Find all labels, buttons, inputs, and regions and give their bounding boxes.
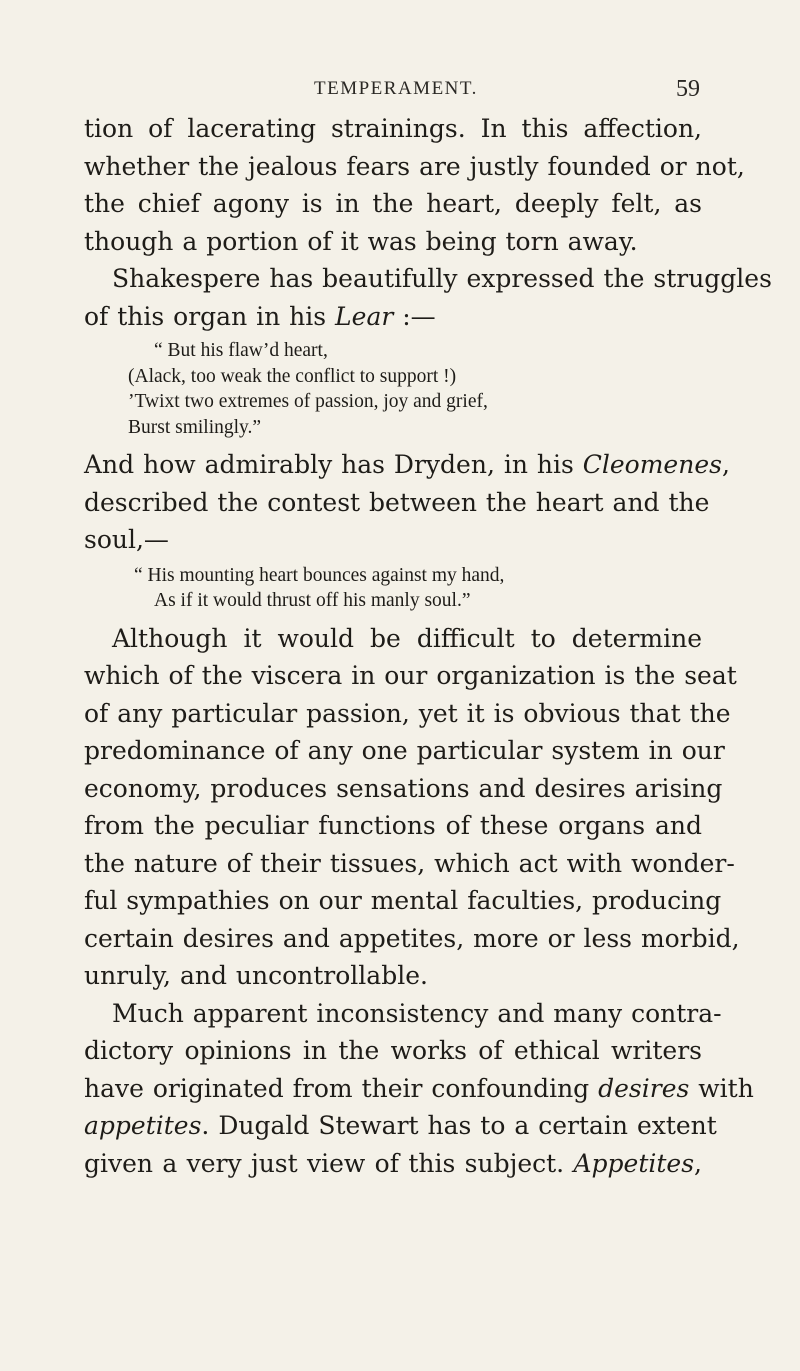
paragraph-2 (84, 260, 772, 335)
text-line: ful sympathies on our mental faculties, producing (84, 886, 722, 915)
text-run: have originated from their confounding (84, 1073, 599, 1103)
text-line: the chief agony is in the heart, deeply felt, as (84, 189, 702, 218)
italic-word-appetites: appetites (84, 1111, 202, 1140)
text-line: certain desires and appetites, more or less morbid, (84, 923, 740, 953)
paragraph-1 (84, 110, 745, 260)
text-line (84, 298, 702, 336)
verse-line: ’Twixt two extremes of passion, joy and grief, (128, 391, 488, 412)
text-line: from the peculiar functions of these organs and (84, 811, 702, 840)
text-line: which of the viscera in our organization is the seat (84, 661, 737, 690)
text-line: economy, produces sensations and desires arising (84, 773, 723, 803)
text-line: the nature of their tissues, which act with wonder- (84, 848, 735, 878)
text-line: dictory opinions in the works of ethical writers (84, 1036, 702, 1065)
verse-quotation-cleomenes (84, 563, 702, 614)
page-number: 59 (676, 76, 700, 102)
page-header (84, 78, 702, 106)
text-run: , (694, 1148, 702, 1178)
text-line: whether the jealous fears are justly founded or not, (84, 151, 745, 181)
text-run: given a very just view of this subject. (84, 1148, 574, 1178)
italic-word-appetites-2: Appetites (573, 1148, 695, 1178)
text-line: tion of lacerating strainings. In this affection, (84, 114, 702, 143)
text-line: soul,— (84, 525, 169, 554)
text-line: Although it would be difficult to determine (112, 623, 702, 653)
paragraph-3 (84, 446, 730, 559)
paragraph-4 (84, 620, 740, 995)
running-head: TEMPERAMENT. (314, 78, 478, 99)
text-line: unruly, and uncontrollable. (84, 961, 428, 990)
text-run: , (721, 450, 730, 479)
verse-quotation-lear (84, 338, 702, 440)
italic-title-lear: Lear (335, 301, 394, 331)
text-line: described the contest between the heart and the (84, 487, 710, 517)
italic-title-cleomenes: Cleomenes (582, 450, 722, 479)
text-run: . Dugald Stewart has to a certain extent (201, 1111, 717, 1140)
text-line: predominance of any one particular system in our (84, 736, 725, 765)
text-line: of any particular passion, yet it is obvious that the (84, 698, 731, 728)
verse-line: (Alack, too weak the conflict to support !) (128, 365, 457, 387)
verse-line: Burst smilingly.” (128, 416, 262, 438)
verse-line: “ But his flaw’d heart, (154, 340, 328, 361)
page-body (84, 110, 772, 1182)
text-line: Shakespere has beautifully expressed the struggles (112, 264, 772, 293)
text-line: Much apparent inconsistency and many contra- (112, 998, 722, 1028)
text-line (84, 1145, 702, 1183)
verse-line: “ His mounting heart bounces against my hand, (134, 564, 505, 586)
text-line (84, 1070, 754, 1108)
text-run: of this organ in his (84, 301, 336, 331)
text-line (84, 446, 730, 484)
text-run: :— (393, 301, 436, 331)
text-run: And how admirably has Dryden, in his (84, 450, 583, 479)
verse-line: As if it would thrust off his manly soul.” (154, 590, 471, 611)
italic-word-desires: desires (598, 1073, 690, 1103)
text-line (84, 1107, 717, 1145)
paragraph-5 (84, 995, 754, 1183)
text-line: though a portion of it was being torn away. (84, 226, 638, 256)
text-run: with (689, 1073, 754, 1103)
